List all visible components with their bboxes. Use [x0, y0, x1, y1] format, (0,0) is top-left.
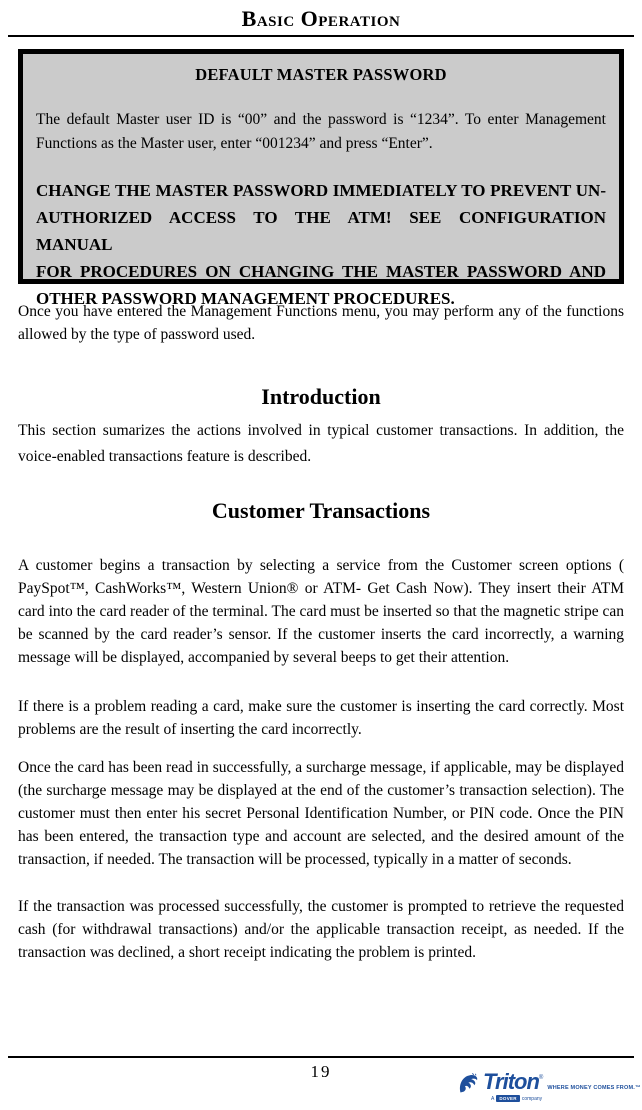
customer-transactions-paragraph: If the transaction was processed successfully, the customer is prompted to retrieve the requested cash (for withdrawal transactions) and/or the applicable transaction receipt, as needed. If the transaction was declined, a short receipt indicating the problem is printed. — [18, 898, 624, 961]
customer-transactions-paragraph: Once the card has been read in successfully, a surcharge message, if applicable, may be displayed (the surcharge message may be displayed at the end of the customer’s transaction selection). The customer must then enter his secret Personal Identification Number, or PIN code. Once the PIN has been entered, the transaction type and account are selected, and the desired amount of the transaction, if needed. The transaction will be processed, typically in a matter of seconds. — [18, 759, 624, 868]
password-box-warning — [36, 177, 606, 312]
dover-company-line — [491, 1095, 641, 1102]
dover-badge: DOVER — [496, 1095, 520, 1102]
dover-line-suffix: company — [521, 1095, 543, 1102]
triton-logo — [456, 1071, 641, 1102]
warning-line: FOR PROCEDURES ON CHANGING THE MASTER PASSWORD AND — [36, 262, 606, 281]
section-heading-introduction: Introduction — [261, 384, 381, 409]
warning-line: AUTHORIZED ACCESS TO THE ATM! SEE CONFIGURATION MANUAL — [36, 208, 606, 254]
customer-transactions-paragraph: If there is a problem reading a card, make sure the customer is inserting the card correctly. Most problems are the result of inserting the card incorrectly. — [18, 698, 624, 738]
customer-transactions-paragraph: A customer begins a transaction by selecting a service from the Customer screen options ( PaySpot™, CashWorks™, Western Union® or ATM- Get Cash Now). They insert their ATM card into the card reader of the terminal. The card must be inserted so that the magnetic stripe can be scanned by the card reader’s sensor. If the customer inserts the card incorrectly, a warning message will be displayed, accompanied by several beeps to get their attention. — [18, 557, 624, 666]
default-master-password-box — [18, 49, 624, 308]
registered-trademark-symbol: ® — [538, 1075, 544, 1081]
triton-brand-name: Triton — [483, 1069, 539, 1094]
warning-line: OTHER PASSWORD MANAGEMENT PROCEDURES. — [36, 289, 455, 308]
password-box-body-text: The default Master user ID is “00” and the password is “1234”. To enter Management Functions as the Master user, enter “001234” and press “Enter”. — [36, 111, 606, 152]
triton-shell-icon — [456, 1072, 480, 1096]
introduction-paragraph: This section sumarizes the actions involved in typical customer transactions. In addition, the voice-enabled transactions feature is described. — [18, 422, 624, 465]
page-number: 19 — [310, 1062, 332, 1081]
triton-tagline: WHERE MONEY COMES FROM.™ — [547, 1085, 641, 1091]
section-heading-customer-transactions: Customer Transactions — [211, 498, 431, 523]
after-box-paragraph: Once you have entered the Management Functions menu, you may perform any of the functions allowed by the type of password used. — [18, 303, 624, 343]
page-header-title: Basic Operation — [241, 6, 401, 31]
footer-divider — [8, 1056, 634, 1058]
header-divider — [8, 35, 634, 37]
password-box-title: DEFAULT MASTER PASSWORD — [195, 65, 447, 84]
dover-line-prefix: A — [491, 1095, 495, 1102]
warning-line: CHANGE THE MASTER PASSWORD IMMEDIATELY TO PREVENT UN- — [36, 181, 606, 200]
